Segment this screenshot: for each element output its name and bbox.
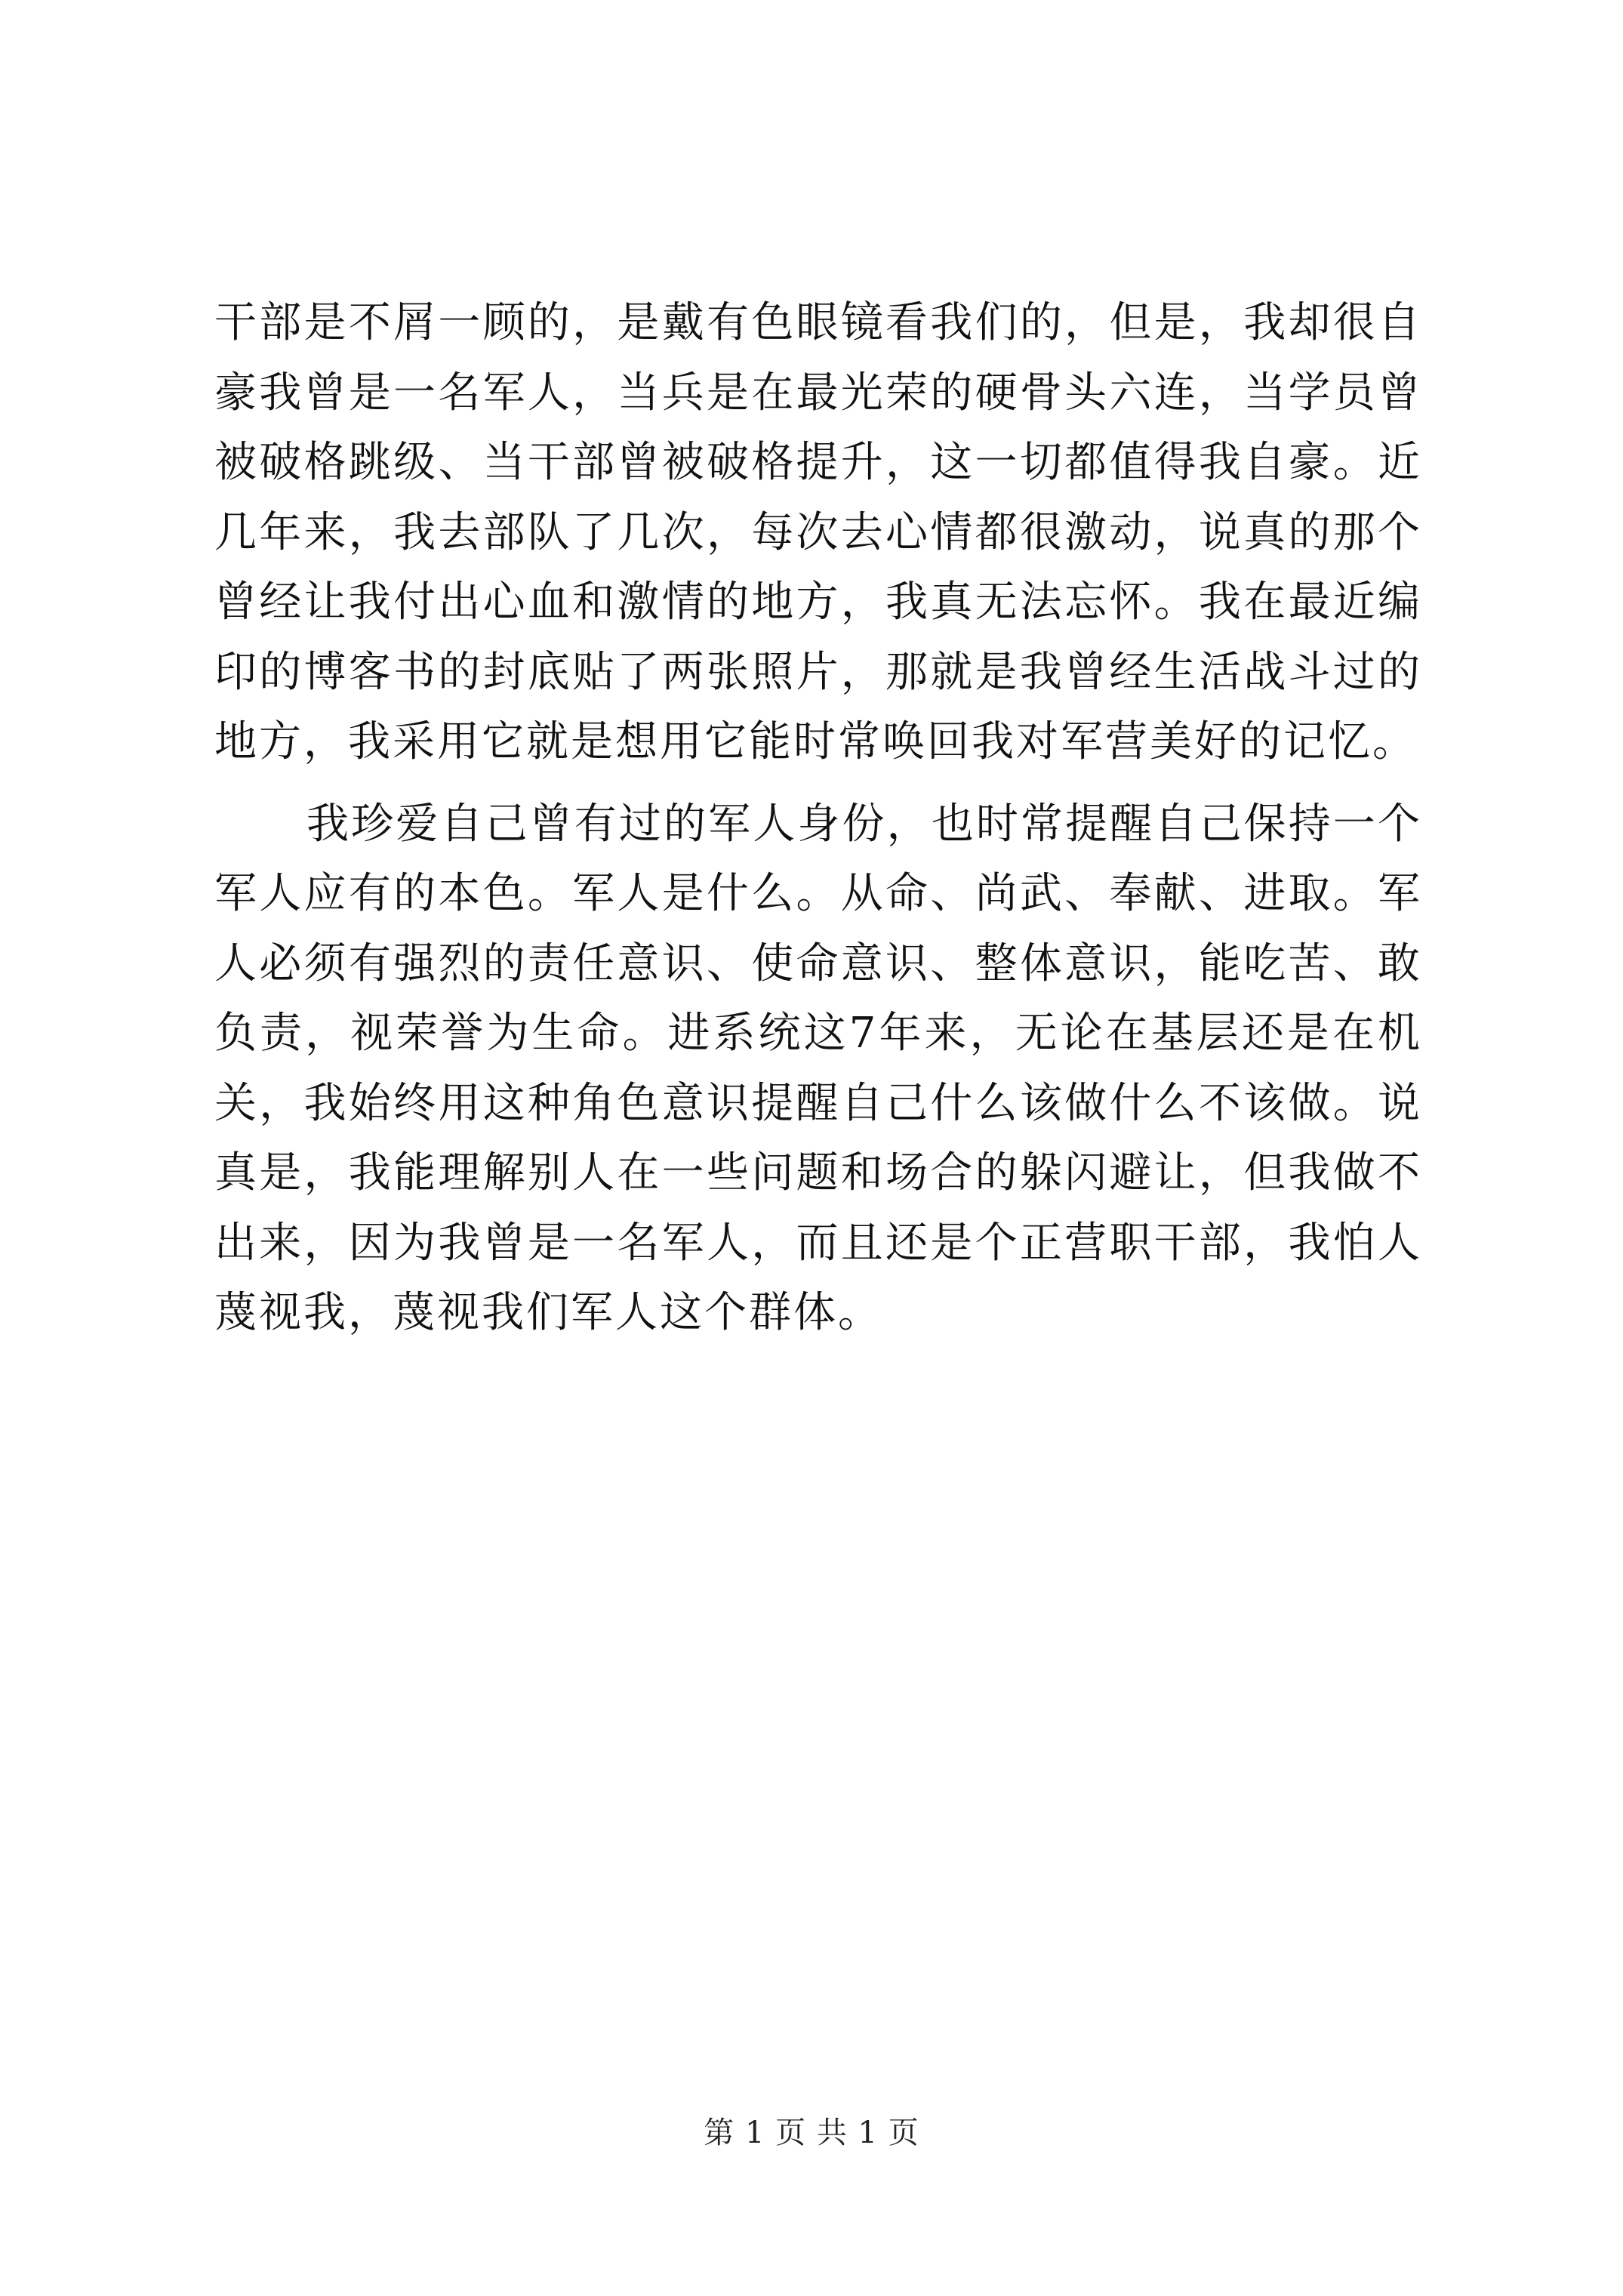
- paragraph-2: 我珍爱自己曾有过的军人身份，也时常提醒自己保持一个军人应有的本色。军人是什么。从命、尚武、奉献、进取。军人必须有强烈的责任意识、使命意识、整体意识，能吃苦、敢负责，视荣誉为生命。进系统这7年来，无论在基层还是在机关，我始终用这种角色意识提醒自己什么该做什么不该做。说真是，我能理解别人在一些问题和场合的躲闪避让，但我做不出来，因为我曾是一名军人，而且还是个正营职干部，我怕人蔑视我，蔑视我们军人这个群体。: [214, 799, 1422, 1337]
- document-body: [214, 288, 1422, 1348]
- paragraph-1: 干部是不屑一顾的，是戴有色眼镜看我们的，但是，我却很自豪我曾是一名军人，当兵是在最光荣的硬骨头六连，当学员曾被破格跳级、当干部曾被破格提升，这一切都值得我自豪。近几年来，我去部队了几次，每次去心情都很激动，说真的那个曾经让我付出心血和激情的地方，我真无法忘怀。我在最近编印的博客书的封底贴了两张照片，那就是我曾经生活战斗过的地方，我采用它就是想用它能时常唤回我对军营美好的记忆。: [214, 298, 1422, 766]
- page-number-footer: 第 1 页 共 1 页: [704, 2116, 919, 2150]
